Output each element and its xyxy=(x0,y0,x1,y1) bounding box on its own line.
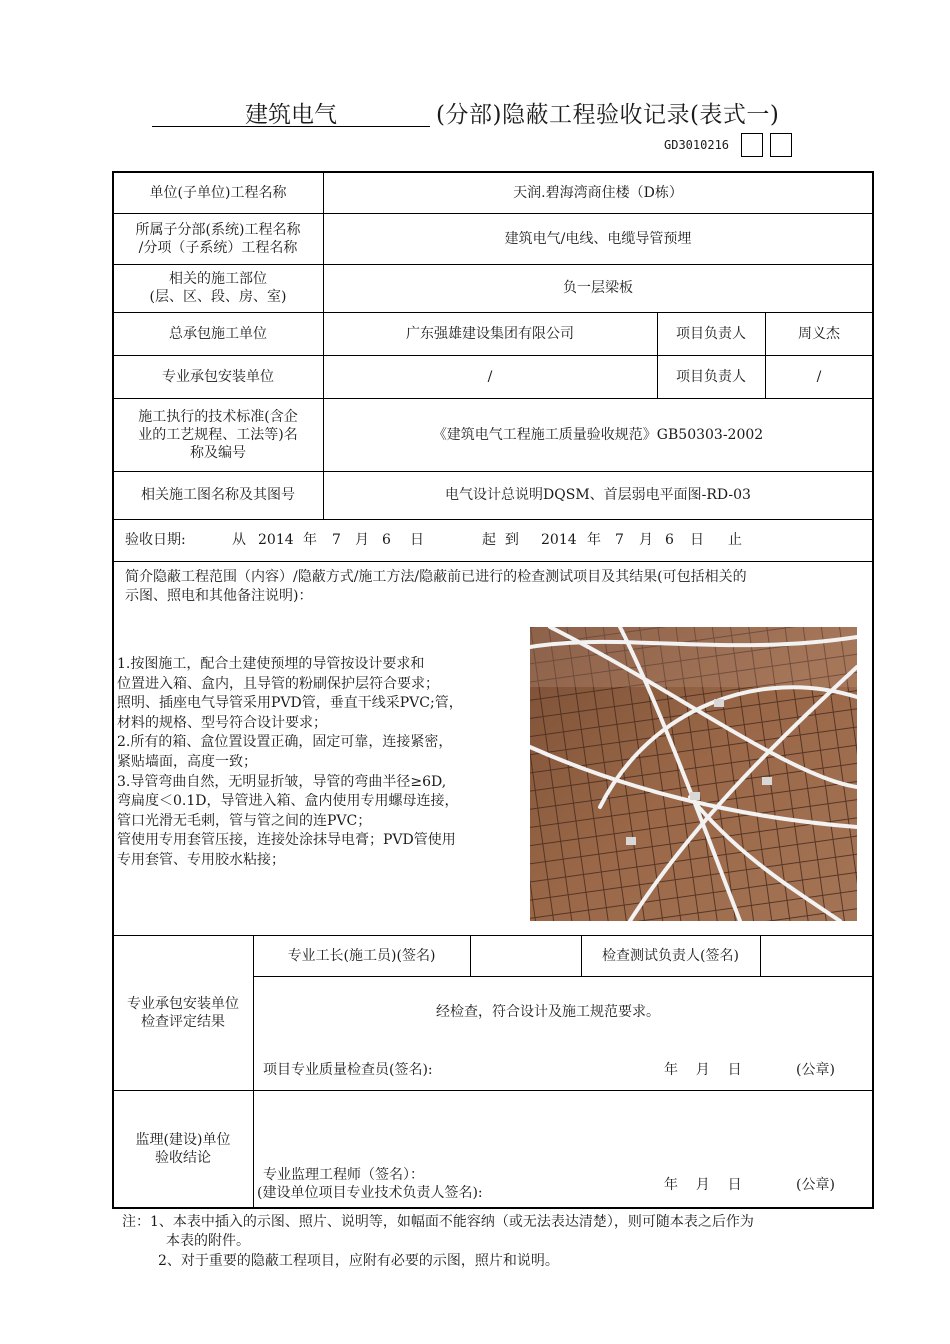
drawing-value[interactable]: 电气设计总说明DQSM、首层弱电平面图-RD-03 xyxy=(445,487,751,503)
date-to-day[interactable]: 6 xyxy=(665,532,674,548)
installer-label: 专业承包安装单位 xyxy=(162,368,274,385)
code-box-1[interactable] xyxy=(741,133,763,157)
date-end: 止 xyxy=(728,532,742,548)
page-title: (分部)隐蔽工程验收记录(表式一) xyxy=(436,102,780,128)
standard-label-line-1: 施工执行的技术标准(含企 xyxy=(138,408,298,425)
rule xyxy=(113,519,873,520)
date-to-month-char: 月 xyxy=(639,532,653,548)
supervision-date[interactable]: 年 月 日 xyxy=(664,1177,742,1193)
unit-name: 建筑电气 xyxy=(245,102,337,128)
scope-line: 紧贴墙面，高度一致； xyxy=(117,753,257,770)
location-value[interactable]: 负一层梁板 xyxy=(563,280,633,296)
date-to-month[interactable]: 7 xyxy=(615,532,624,548)
code-box-2[interactable] xyxy=(770,133,792,157)
date-from: 从 xyxy=(232,532,246,548)
subsystem-label xyxy=(113,213,323,264)
engineer-label-2: (建设单位项目专业技术负责人签名): xyxy=(257,1185,483,1201)
foreman-label: 专业工长(施工员)(签名) xyxy=(287,947,436,964)
scope-line: 管使用专用套管压接，连接处涂抹导电膏；PVD管使用 xyxy=(117,832,456,849)
date-to-year[interactable]: 2014 xyxy=(541,532,577,548)
installer-manager-value[interactable]: / xyxy=(816,368,822,385)
installer-manager-label: 项目负责人 xyxy=(676,368,746,385)
supervision-label-line-2: 验收结论 xyxy=(155,1150,211,1166)
project-label: 单位(子单位)工程名称 xyxy=(149,184,287,201)
scope-line: 照明、插座电气导管采用PVD管，垂直干线采PVC;管， xyxy=(117,695,463,712)
site-photo-graphic xyxy=(530,627,857,921)
date-to-year-char: 年 xyxy=(587,532,601,548)
title-underline xyxy=(152,126,430,127)
form-code: GD3010216 xyxy=(664,138,730,152)
date-from-day-char: 日 xyxy=(410,532,424,548)
project-value[interactable]: 天润.碧海湾商住楼（D栋） xyxy=(513,184,683,201)
scope-line: 弯扁度＜0.1D，导管进入箱、盒内使用专用螺母连接， xyxy=(117,793,459,810)
date-from-month-char: 月 xyxy=(355,532,369,548)
installer-value[interactable]: / xyxy=(487,368,493,385)
supervision-label xyxy=(113,1090,253,1208)
rule xyxy=(113,561,873,562)
tester-signature[interactable] xyxy=(760,935,873,976)
subsystem-label-line-1: 所属子分部(系统)工程名称 xyxy=(135,221,301,238)
contractor-value[interactable]: 广东强雄建设集团有限公司 xyxy=(406,325,574,342)
inspection-date[interactable]: 年 月 日 xyxy=(664,1062,742,1078)
location-label xyxy=(113,264,323,312)
subsystem-value[interactable]: 建筑电气/电线、电缆导管预埋 xyxy=(504,230,692,247)
inspection-conclusion: 经检查，符合设计及施工规范要求。 xyxy=(436,1004,660,1020)
foreman-signature[interactable] xyxy=(470,935,581,976)
supervision-seal: (公章) xyxy=(796,1177,835,1193)
date-label: 验收日期: xyxy=(125,532,186,548)
inspection-label xyxy=(113,935,253,1090)
site-photo xyxy=(530,627,857,921)
contractor-manager-label: 项目负责人 xyxy=(676,325,746,342)
inspection-seal: (公章) xyxy=(796,1062,835,1078)
scope-line: 材料的规格、型号符合设计要求； xyxy=(117,714,327,731)
date-from-year-char: 年 xyxy=(303,532,317,548)
scope-description xyxy=(117,655,517,871)
qc-signature-label: 项目专业质量检查员(签名): xyxy=(263,1062,433,1078)
rule xyxy=(253,976,873,977)
scope-heading-1: 简介隐蔽工程范围（内容）/隐蔽方式/施工方法/隐蔽前已进行的检查测试项目及其结果(可包括相关的 xyxy=(125,569,747,585)
date-to: 起 到 xyxy=(482,532,519,548)
engineer-label-1: 专业监理工程师（签名）： xyxy=(263,1167,424,1183)
drawing-label: 相关施工图名称及其图号 xyxy=(141,487,295,503)
date-from-year[interactable]: 2014 xyxy=(258,532,294,548)
date-from-month[interactable]: 7 xyxy=(332,532,341,548)
scope-line: 位置进入箱、盒内，且导管的粉刷保护层符合要求； xyxy=(117,675,439,692)
standard-label-line-2: 业的工艺规程、工法等)名 xyxy=(138,426,298,443)
tester-label: 检查测试负责人(签名) xyxy=(602,947,739,964)
subsystem-label-line-2: /分项（子系统）工程名称 xyxy=(138,239,298,256)
scope-line: 管口光滑无毛刺，管与管之间的连PVC； xyxy=(117,812,372,829)
contractor-label: 总承包施工单位 xyxy=(169,325,267,342)
scope-line: 专用套管、专用胶水粘接； xyxy=(117,851,285,868)
standard-label-line-3: 称及编号 xyxy=(190,444,246,461)
date-from-day[interactable]: 6 xyxy=(382,532,391,548)
location-label-line-2: (层、区、段、房、室) xyxy=(149,289,287,305)
standard-label xyxy=(113,398,323,471)
note-line-1: 注：1、本表中插入的示图、照片、说明等，如幅面不能容纳（或无法表达清楚），则可随本表之后作为 xyxy=(122,1214,754,1230)
contractor-manager-value[interactable]: 周义杰 xyxy=(798,325,840,342)
inspection-label-line-1: 专业承包安装单位 xyxy=(127,995,239,1012)
scope-heading-2: 示图、照电和其他备注说明)： xyxy=(125,588,313,604)
inspection-label-line-2: 检查评定结果 xyxy=(141,1013,225,1030)
date-to-day-char: 日 xyxy=(690,532,704,548)
note-line-2: 本表的附件。 xyxy=(166,1233,250,1249)
standard-value[interactable]: 《建筑电气工程施工质量验收规范》GB50303-2002 xyxy=(432,426,764,443)
supervision-label-line-1: 监理(建设)单位 xyxy=(135,1132,231,1148)
scope-line: 1.按图施工，配合土建使预埋的导管按设计要求和 xyxy=(117,656,425,672)
scope-line: 3.导管弯曲自然，无明显折皱，导管的弯曲半径≥6D, xyxy=(117,773,447,790)
location-label-line-1: 相关的施工部位 xyxy=(169,271,267,287)
note-line-3: 2、对于重要的隐蔽工程项目，应附有必要的示图，照片和说明。 xyxy=(158,1253,559,1269)
scope-line: 2.所有的箱、盒位置设置正确，固定可靠，连接紧密， xyxy=(117,734,453,751)
